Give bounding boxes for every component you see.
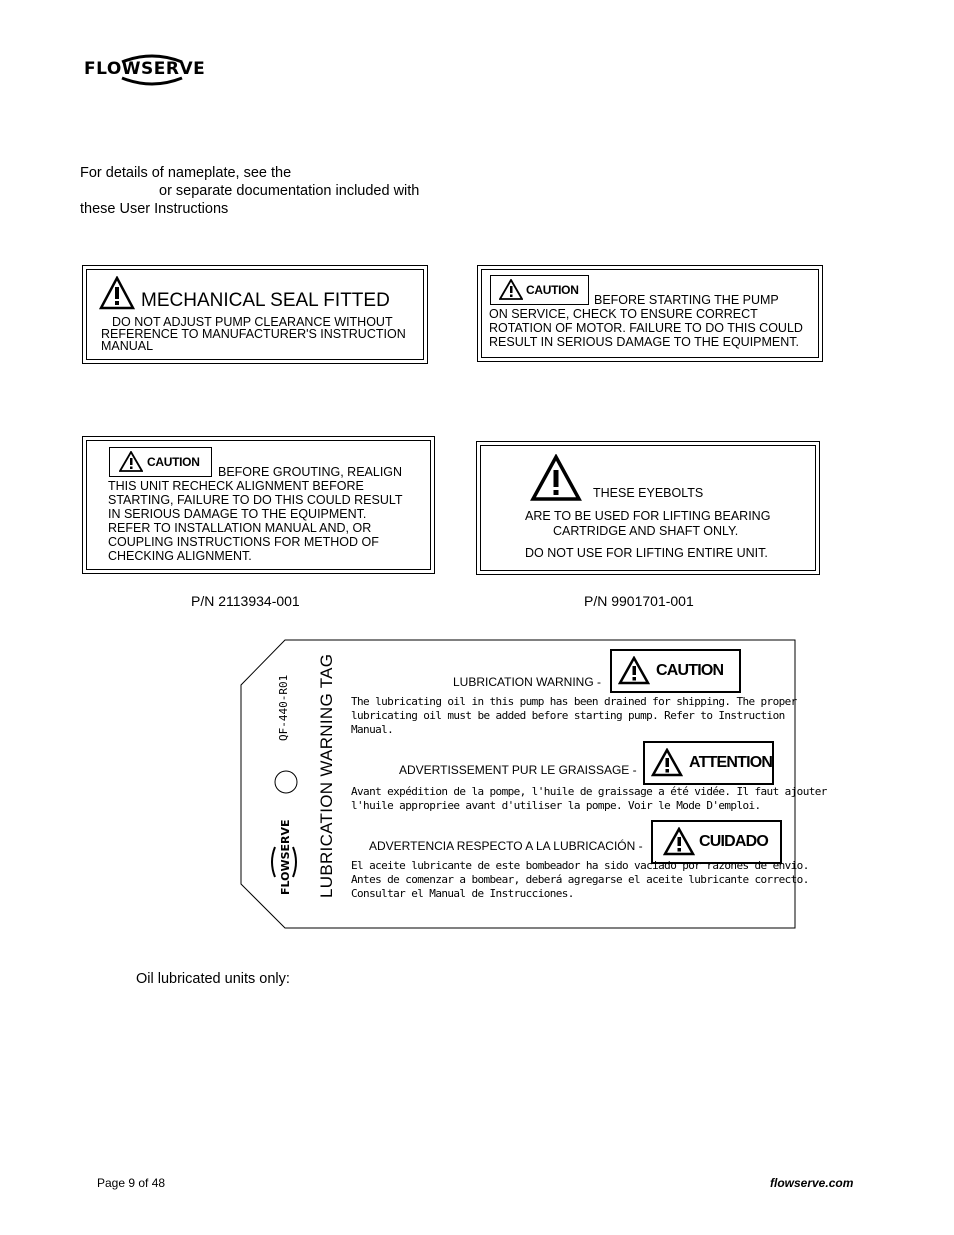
tag-es-heading: ADVERTENCIA RESPECTO A LA LUBRICACIÓN -: [369, 839, 643, 853]
warning-triangle-icon: [499, 279, 523, 300]
tag-cuidado-badge: [651, 820, 782, 864]
part-number-left: P/N 2113934-001: [191, 593, 300, 609]
tag-caution-word: CAUTION: [656, 662, 724, 679]
footer-page-number: Page 9 of 48: [97, 1176, 166, 1190]
seal-line-2: REFERENCE TO MANUFACTURER'S INSTRUCTION: [101, 327, 406, 341]
grouting-line-7: CHECKING ALIGNMENT.: [108, 549, 252, 563]
tag-fr-line-1: Avant expédition de la pompe, l'huile de graissage a été vidée. Il faut ajouter: [351, 785, 827, 798]
tag-en-line-2: lubricating oil must be added before starting pump. Refer to Instruction: [351, 709, 785, 722]
lubrication-warning-tag: [239, 639, 827, 930]
caution-word: CAUTION: [526, 283, 579, 297]
eyebolts-line-1: THESE EYEBOLTS: [593, 486, 704, 500]
grouting-line-1: BEFORE GROUTING, REALIGN: [218, 465, 403, 479]
warning-triangle-icon: [99, 276, 135, 310]
eyebolts-line-3: CARTRIDGE AND SHAFT ONLY.: [553, 524, 739, 538]
rotation-line-4: RESULT IN SERIOUS DAMAGE TO THE EQUIPMENT.: [489, 335, 800, 349]
warning-triangle-icon: [530, 454, 582, 502]
tag-logo: FLOWSERVE: [279, 819, 292, 895]
grouting-line-3: STARTING, FAILURE TO DO THIS COULD RESULT: [108, 493, 403, 507]
oil-lubricated-note: Oil lubricated units only:: [136, 971, 290, 987]
grouting-line-6: COUPLING INSTRUCTIONS FOR METHOD OF: [108, 535, 379, 549]
tag-hole: [275, 771, 297, 793]
tag-es-line-1: El aceite lubricante de este bombeador ha sido vaciado por razones de envio.: [351, 859, 809, 872]
warning-triangle-icon: [618, 656, 650, 685]
rotation-line-3: ROTATION OF MOTOR. FAILURE TO DO THIS COULD: [489, 321, 803, 335]
tag-code-wrapper: [273, 674, 293, 741]
tag-vertical-title: LUBRICATION WARNING TAG: [317, 653, 336, 898]
grouting-line-4: IN SERIOUS DAMAGE TO THE EQUIPMENT.: [108, 507, 367, 521]
caution-word: CAUTION: [147, 455, 200, 469]
intro-line-2: or separate documentation included with: [159, 183, 420, 199]
flowserve-logo: [82, 52, 206, 88]
part-number-right: P/N 9901701-001: [584, 593, 694, 609]
tag-attention-badge: [643, 741, 774, 785]
rotation-line-2: ON SERVICE, CHECK TO ENSURE CORRECT: [489, 307, 758, 321]
tag-code: QF-440-R01: [277, 674, 290, 741]
label-eyebolts: [476, 441, 820, 575]
tag-cuidado-word: CUIDADO: [699, 833, 769, 850]
tag-es-line-3: Consultar el Manual de Instrucciones.: [351, 887, 574, 900]
tag-en-line-3: Manual.: [351, 723, 394, 736]
caution-badge: [109, 447, 212, 477]
seal-line-3: MANUAL: [101, 339, 154, 353]
tag-attention-word: ATTENTION: [689, 754, 773, 771]
grouting-line-2: THIS UNIT RECHECK ALIGNMENT BEFORE: [108, 479, 364, 493]
grouting-line-5: REFER TO INSTALLATION MANUAL AND, OR: [108, 521, 372, 535]
tag-logo-swoosh-icon: [271, 827, 299, 897]
tag-en-line-1: The lubricating oil in this pump has been drained for shipping. The proper: [351, 695, 797, 708]
footer-site-link[interactable]: flowserve.com: [770, 1176, 854, 1190]
tag-es-line-2: Antes de comenzar a bombear, deberá agregarse el aceite lubricante correcto.: [351, 873, 809, 886]
eyebolts-line-2: ARE TO BE USED FOR LIFTING BEARING: [525, 509, 771, 523]
eyebolts-line-4: DO NOT USE FOR LIFTING ENTIRE UNIT.: [525, 546, 768, 560]
tag-fr-heading: ADVERTISSEMENT PUR LE GRAISSAGE -: [399, 763, 637, 777]
tag-en-heading: LUBRICATION WARNING -: [453, 675, 602, 689]
intro-line-3: these User Instructions: [80, 201, 229, 217]
warning-triangle-icon: [119, 451, 143, 472]
warning-triangle-icon: [651, 748, 683, 777]
tag-caution-badge: [610, 649, 741, 693]
label-mechanical-seal: [82, 265, 428, 364]
caution-badge: [490, 275, 589, 305]
tag-fr-line-2: l'huile appropriee avant d'utiliser la pompe. Voir le Mode D'emploi.: [351, 799, 761, 812]
seal-title: MECHANICAL SEAL FITTED: [141, 290, 390, 311]
rotation-line-1: BEFORE STARTING THE PUMP: [594, 293, 779, 307]
warning-triangle-icon: [663, 827, 695, 856]
label-rotation-caution: [477, 265, 823, 362]
label-grouting-caution: [82, 436, 435, 574]
seal-line-1: DO NOT ADJUST PUMP CLEARANCE WITHOUT: [112, 315, 393, 329]
logo-text: FLOWSERVE: [84, 59, 206, 79]
intro-line-1: For details of nameplate, see the: [80, 165, 292, 181]
